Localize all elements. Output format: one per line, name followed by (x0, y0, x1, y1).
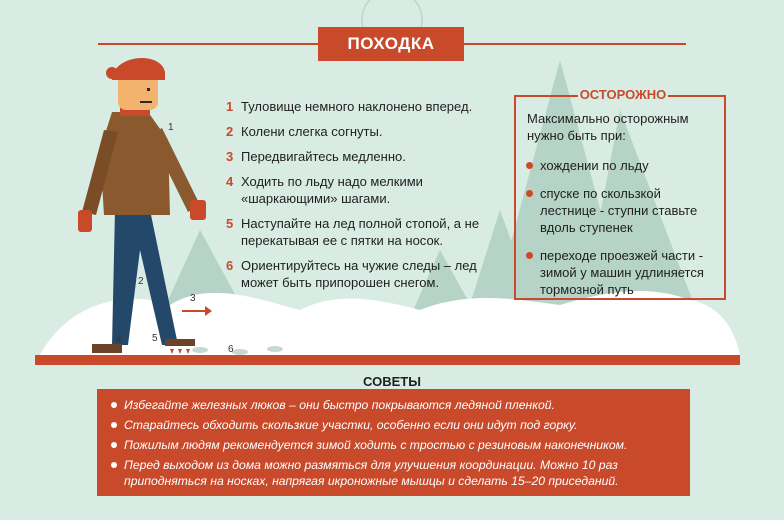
tip-text: Перед выходом из дома можно размяться для улучшения координации. Можно 10 раз приподняться на носках, напрягая икроножные мышцы и сделать 15–20 приседаний. (124, 458, 619, 488)
person-shoe-back (92, 344, 122, 353)
step-number: 1 (226, 99, 234, 114)
step-text: Ориентируйтесь на чужие следы – лед может быть припорошен снегом. (241, 258, 477, 290)
step-text: Колени слегка согнуты. (241, 124, 383, 139)
tip-item (111, 397, 676, 413)
person-mitten-right (190, 200, 206, 220)
figure-label-3: 3 (190, 293, 196, 304)
step-item (226, 98, 526, 115)
ground-strip (35, 355, 740, 365)
tip-item (111, 417, 676, 433)
figure-label-6: 6 (228, 344, 234, 355)
step-item (226, 123, 526, 140)
bullet-icon (526, 190, 533, 197)
caution-title: ОСТОРОЖНО (579, 87, 667, 102)
caution-item-text: хождении по льду (540, 158, 649, 173)
step-number: 6 (226, 258, 234, 273)
caution-item (524, 185, 720, 236)
tip-item (111, 457, 676, 489)
step-item (226, 257, 511, 291)
person-hat-pompom (106, 67, 118, 79)
tip-text: Избегайте железных люков – они быстро покрываются ледяной пленкой. (124, 398, 555, 412)
person-eye (147, 88, 150, 91)
person-mouth (140, 101, 152, 103)
bullet-icon (526, 162, 533, 169)
step-item (226, 173, 466, 207)
step-text: Ходить по льду надо мелкими «шаркающими» шагами. (241, 174, 423, 206)
step-text: Передвигайтесь медленно. (241, 149, 406, 164)
figure-label-4: 4 (116, 334, 122, 345)
bullet-icon (111, 462, 117, 468)
person-shoe-front (165, 339, 195, 346)
tips-box (97, 389, 690, 496)
figure-label-1: 1 (168, 122, 174, 133)
tip-text: Пожилым людям рекомендуется зимой ходить с тростью с резиновым наконечником. (124, 438, 628, 452)
bullet-icon (111, 402, 117, 408)
step-text: Наступайте на лед полной стопой, а не перекатывая ее с пятки на носок. (241, 216, 480, 248)
bullet-icon (111, 422, 117, 428)
tips-title: СОВЕТЫ (363, 374, 421, 389)
figure-label-2: 2 (138, 276, 144, 287)
steps-list (226, 98, 526, 299)
person-hat (112, 58, 165, 80)
caution-item (524, 247, 720, 298)
tip-text: Старайтесь обходить скользкие участки, особенно если они идут под горку. (124, 418, 578, 432)
person-mitten-left (78, 210, 92, 232)
caution-intro: Максимально осторожным нужно быть при: (527, 111, 689, 143)
step-item (226, 215, 511, 249)
step-number: 5 (226, 216, 234, 231)
step-text: Туловище немного наклонено вперед. (241, 99, 473, 114)
step-item (226, 148, 526, 165)
bullet-icon (111, 442, 117, 448)
tip-item (111, 437, 676, 453)
caution-item-text: переходе проезжей части - зимой у машин удлиняется тормозной путь (540, 248, 704, 297)
step-number: 2 (226, 124, 234, 139)
caution-list (524, 157, 720, 309)
caution-item (524, 157, 720, 174)
bullet-icon (526, 252, 533, 259)
page-title: ПОХОДКА (318, 27, 464, 61)
step-number: 4 (226, 174, 234, 189)
step-number: 3 (226, 149, 234, 164)
caution-item-text: спуске по скользкой лестнице - ступни ставьте вдоль ступенек (540, 186, 698, 235)
person-coat (100, 112, 170, 215)
figure-label-5: 5 (152, 333, 158, 344)
